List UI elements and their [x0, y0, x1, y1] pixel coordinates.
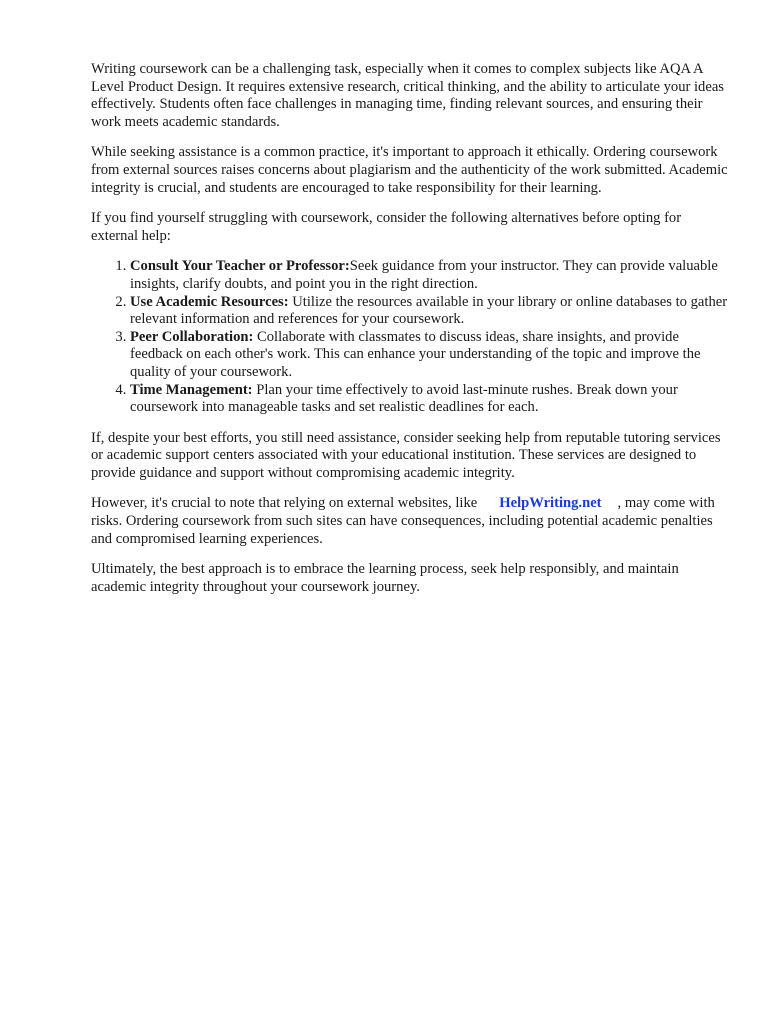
document-body	[91, 61, 731, 609]
helpwriting-link[interactable]: HelpWriting.net	[499, 495, 602, 512]
closing-paragraph: Ultimately, the best approach is to embrace the learning process, seek help responsibly, and maintain academic integrity throughout your coursework journey.	[91, 561, 679, 595]
list-item-text: Collaborate with classmates to discuss ideas, share insights, and provide feedback on each other's work. This can enhance your understanding of the topic and improve the quality of your coursework.	[130, 328, 701, 380]
list-item	[130, 329, 731, 382]
list-item	[130, 382, 731, 417]
list-item-text: Utilize the resources available in your library or online databases to gather relevant information and references for your coursework.	[130, 293, 728, 328]
warning-paragraph	[91, 495, 731, 548]
intro-paragraph-3: If you find yourself struggling with coursework, consider the following alternatives before opting for external help:	[91, 210, 682, 244]
intro-paragraph-2: While seeking assistance is a common practice, it's important to approach it ethically. Ordering coursework from external sources raises concerns about plagiarism and the authenticity of the work submitted. Academic integrity is crucial, and students are encouraged to take responsibility for their learning.	[91, 144, 728, 196]
alternatives-list	[91, 258, 731, 416]
list-item	[130, 294, 731, 329]
list-item-term: Time Management:	[130, 381, 253, 398]
warning-text-after-link: , may come with risks. Ordering coursework from such sites can have consequences, including potential academic penalties and compromised learning experiences.	[91, 495, 715, 547]
list-item-term: Peer Collaboration:	[130, 328, 254, 345]
list-item	[130, 258, 731, 293]
after-list-paragraph: If, despite your best efforts, you still need assistance, consider seeking help from reputable tutoring services or academic support centers associated with your educational institution. These services are designed to provide guidance and support without compromising academic integrity.	[91, 429, 721, 481]
warning-text-before-link: However, it's crucial to note that relying on external websites, like	[91, 495, 478, 512]
list-item-term: Use Academic Resources:	[130, 293, 289, 310]
intro-paragraph-1: Writing coursework can be a challenging task, especially when it comes to complex subjects like AQA A Level Product Design. It requires extensive research, critical thinking, and the ability to articulate your ideas effectively. Students often face challenges in managing time, finding relevant sources, and ensuring their work meets academic standards.	[91, 61, 724, 130]
list-item-text: Seek guidance from your instructor. They can provide valuable insights, clarify doubts, and point you in the right direction.	[130, 258, 718, 292]
list-item-text: Plan your time effectively to avoid last-minute rushes. Break down your coursework into manageable tasks and set realistic deadlines for each.	[130, 381, 678, 416]
list-item-term: Consult Your Teacher or Professor:	[130, 258, 350, 275]
